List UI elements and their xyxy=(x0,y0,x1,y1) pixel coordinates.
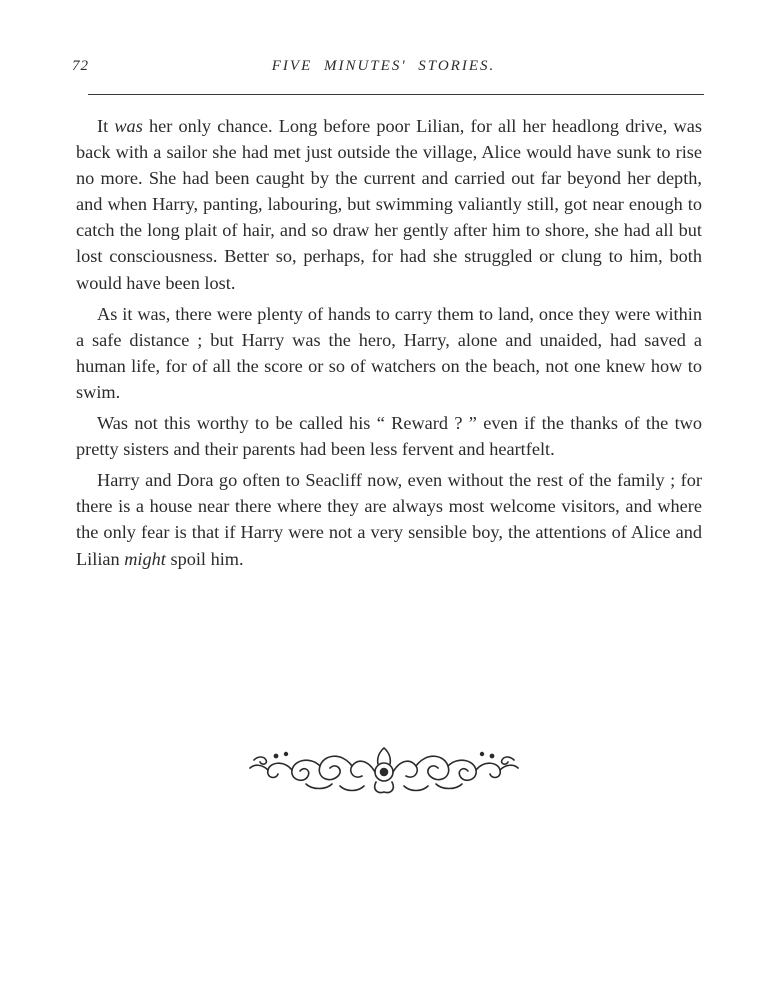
paragraph: Was not this worthy to be called his “ Reward ? ” even if the thanks of the two pretty sisters and their parents had been less fervent and heartfelt. xyxy=(76,413,702,460)
paragraph-text: her only chance. Long before poor Lilian, for all her headlong drive, was back with a sailor she had met just outside the village, Alice would have sunk to rise no more. She had been caught by the current and carried out far beyond her depth, and when Harry, panting, labouring, but swimming valiantly still, got near enough to catch the long plait of hair, and so draw her gently after him to shore, she had all but lost consciousness. Better so, perhaps, for had she struggled or clung to him, both would have been lost. xyxy=(76,116,702,293)
header-rule xyxy=(88,94,704,95)
running-title: FIVE MINUTES' STORIES. xyxy=(271,58,496,74)
body-text xyxy=(76,113,702,577)
page-header xyxy=(0,0,767,100)
paragraph-text: Harry and Dora go often to Seacliff now, even without the rest of the family ; for there is a house near there where they are always most welcome visitors, and where the only fear is that if Harry were not a very sensible boy, the attentions of Alice and Lilian xyxy=(76,470,702,569)
floral-tailpiece-ornament-icon xyxy=(246,742,522,796)
paragraph xyxy=(76,113,702,296)
paragraph: As it was, there were plenty of hands to carry them to land, once they were within a safe distance ; but Harry was the hero, Harry, alone and unaided, had saved a human life, for of all the score or so of watchers on the beach, not one knew how to swim. xyxy=(76,303,702,402)
emphasis-text: was xyxy=(114,116,143,136)
page-number: 72 xyxy=(72,58,89,74)
paragraph xyxy=(76,467,702,571)
emphasis-text: might xyxy=(124,548,166,569)
paragraph-text: It xyxy=(97,116,115,136)
paragraph-text: spoil him. xyxy=(165,548,244,569)
